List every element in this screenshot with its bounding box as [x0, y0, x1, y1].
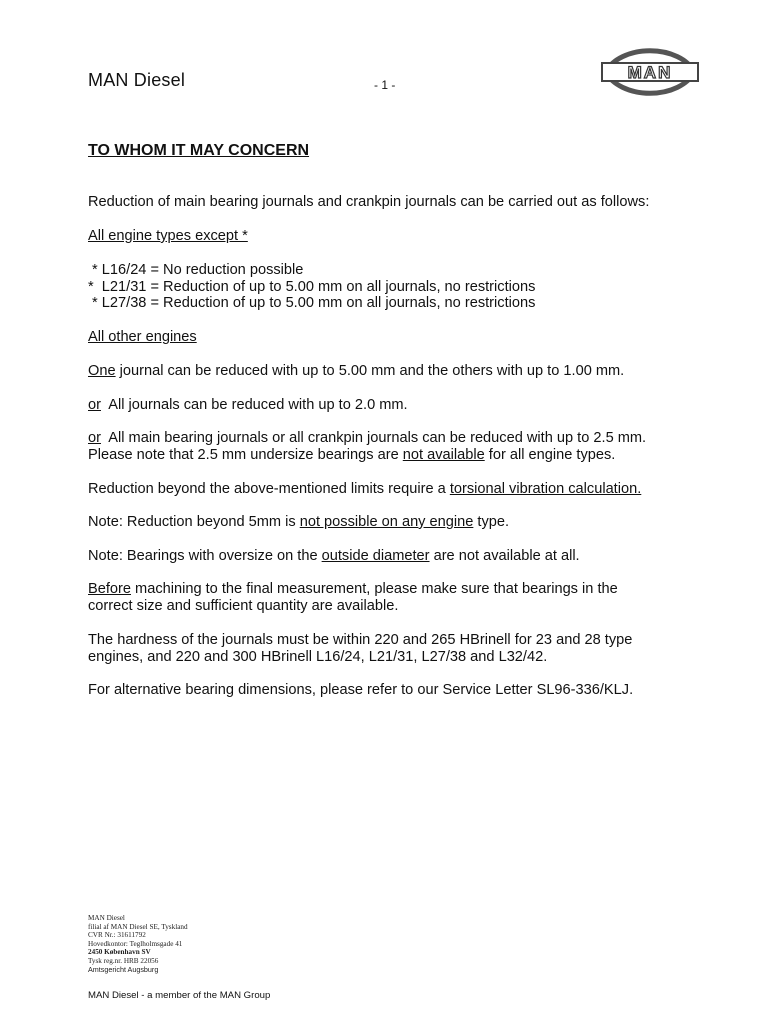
undersize-note [88, 447, 615, 464]
service-letter-paragraph: For alternative bearing dimensions, please refer to our Service Letter SL96-336/KLJ. [88, 682, 634, 698]
underlined-word: One [88, 363, 116, 379]
one-journal-paragraph [88, 363, 624, 380]
company-name: MAN Diesel [88, 70, 186, 90]
underlined-phrase: not possible on any engine [299, 514, 474, 530]
footer-line: MAN Diesel [88, 914, 125, 922]
footer-line: Amtsgericht Augsburg [88, 964, 159, 974]
paragraph-text: type. [473, 514, 510, 530]
note-oversize-bearings [88, 548, 580, 565]
section-heading-all-other-engines: All other engines [88, 329, 197, 345]
footer-line: 2450 København SV [88, 948, 151, 957]
paragraph-text: All main bearing journals or all crankpin journals can be reduced with up to 2.5 mm. [100, 430, 647, 446]
hardness-paragraph-line2: engines, and 220 and 300 HBrinell L16/24, L21/31, L27/38 and L32/42. [88, 649, 548, 665]
exception-item: * L27/38 = Reduction of up to 5.00 mm on all journals, no restrictions [88, 295, 536, 311]
paragraph-text: are not available at all. [429, 548, 580, 564]
or-all-journals-paragraph [88, 397, 408, 414]
paragraph-text: Note: Reduction beyond 5mm is [88, 514, 300, 530]
underlined-word: or [88, 397, 101, 413]
paragraph-text: machining to the final measurement, please make sure that bearings in the [131, 581, 618, 597]
footer-line: filial af MAN Diesel SE, Tyskland [88, 922, 188, 931]
footer-line: Hovedkontor: Teglholmsgade 41 [88, 939, 183, 948]
footer-line: CVR Nr.: 31611792 [88, 931, 146, 940]
letter-title: TO WHOM IT MAY CONCERN [88, 142, 310, 159]
torsional-vibration-paragraph [88, 481, 641, 498]
or-main-bearing-paragraph [88, 430, 646, 447]
logo-text: MAN [627, 63, 673, 82]
before-machining-line2: correct size and sufficient quantity are available. [88, 598, 399, 614]
before-machining-paragraph [88, 581, 618, 598]
section-heading-all-engine-types: All engine types except * [88, 228, 248, 244]
page-number: - 1 - [374, 78, 396, 92]
paragraph-text: Please note that 2.5 mm undersize bearings are [88, 447, 403, 463]
footer-line: Tysk reg.nr. HRB 22056 [88, 956, 159, 965]
paragraph-text: All journals can be reduced with up to 2.0 mm. [100, 397, 408, 413]
paragraph-text: for all engine types. [484, 447, 616, 463]
paragraph-text: Reduction beyond the above-mentioned limits require a [88, 481, 450, 497]
exception-item: * L16/24 = No reduction possible [88, 262, 304, 278]
hardness-paragraph-line1: The hardness of the journals must be within 220 and 265 HBrinell for 23 and 28 type [88, 632, 633, 648]
underlined-phrase: not available [402, 447, 485, 463]
underlined-word: or [88, 430, 101, 446]
man-logo [598, 42, 702, 100]
underlined-word: Before [88, 581, 131, 597]
footer-member-line: MAN Diesel - a member of the MAN Group [88, 990, 271, 1001]
paragraph-text: Note: Bearings with oversize on the [88, 548, 322, 564]
underlined-phrase: outside diameter [321, 548, 430, 564]
footer-address [88, 914, 188, 974]
intro-paragraph: Reduction of main bearing journals and crankpin journals can be carried out as follows: [88, 194, 650, 210]
paragraph-text: journal can be reduced with up to 5.00 mm and the others with up to 1.00 mm. [115, 363, 625, 379]
note-reduction-beyond-5mm [88, 514, 509, 531]
underlined-phrase: torsional vibration calculation. [449, 481, 642, 497]
exception-item: * L21/31 = Reduction of up to 5.00 mm on all journals, no restrictions [88, 279, 536, 295]
